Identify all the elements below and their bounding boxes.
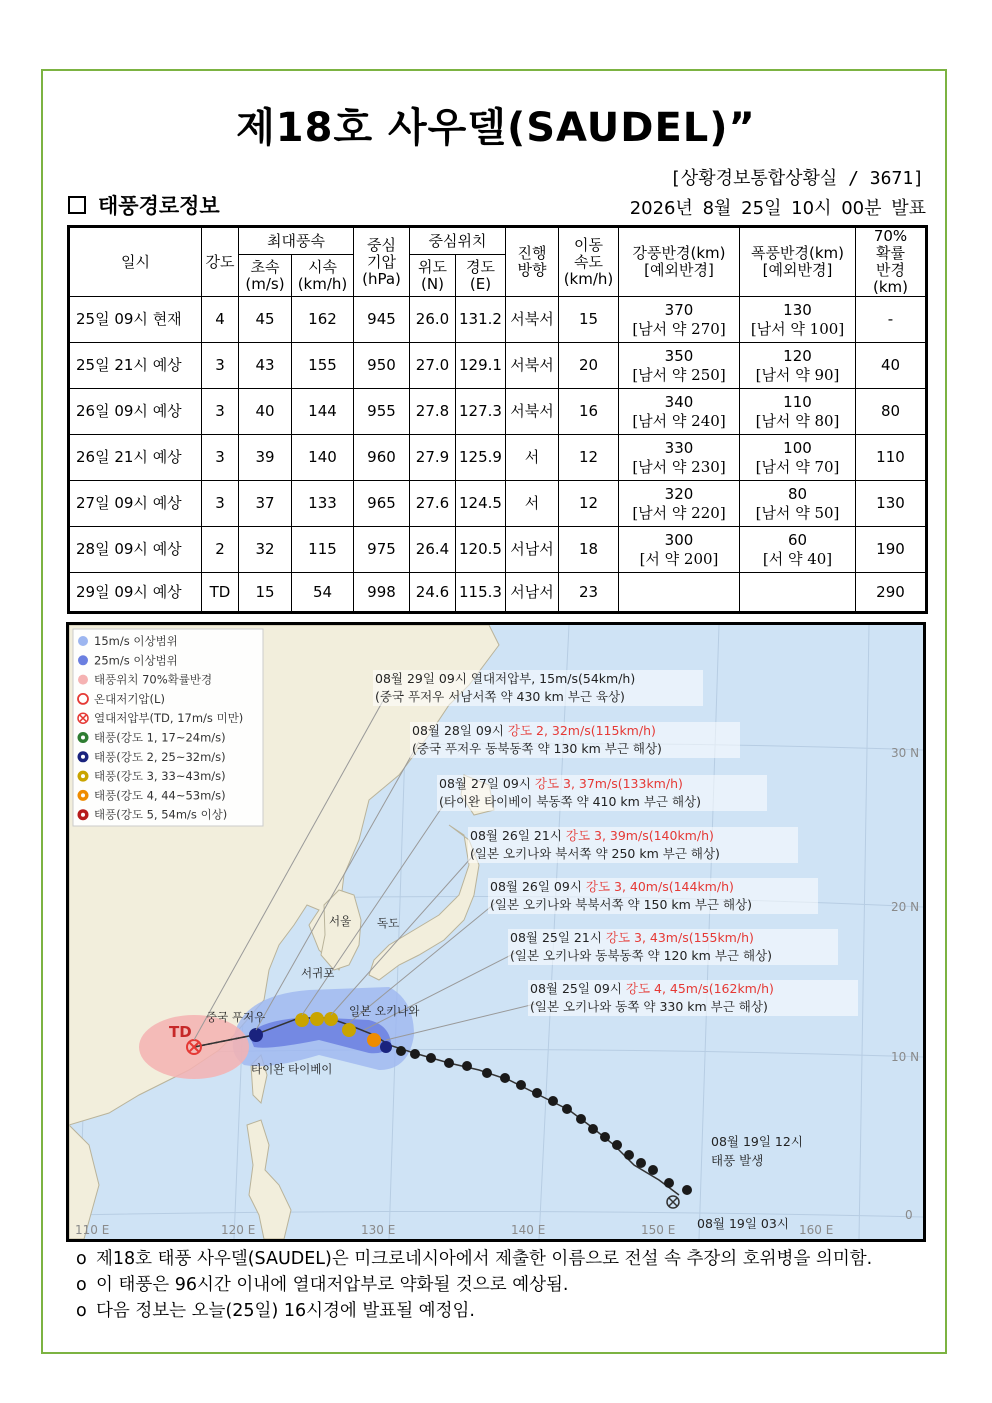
legend-label: 태풍(강도 2, 25~32m/s) xyxy=(94,749,226,764)
cell-direction: 서남서 xyxy=(506,573,559,613)
cell-direction: 서 xyxy=(506,435,559,481)
cell-pressure: 945 xyxy=(354,297,410,343)
track-annotation xyxy=(468,827,798,863)
header-datetime: 일시 xyxy=(69,227,202,297)
cell-probability: 40 xyxy=(856,343,927,389)
cell-storm-radius: 60 [서 약 40] xyxy=(740,527,856,573)
cell-strong-radius: 320 [남서 약 220] xyxy=(619,481,740,527)
cell-datetime: 29일 09시 예상 xyxy=(69,573,202,613)
cell-intensity: 3 xyxy=(202,389,239,435)
cell-speed: 16 xyxy=(559,389,619,435)
cell-probability: 290 xyxy=(856,573,927,613)
legend-swatch xyxy=(78,636,88,646)
cell-lat: 27.6 xyxy=(410,481,456,527)
cell-wind-ms: 39 xyxy=(239,435,292,481)
header-wind-kmh: 시속 (km/h) xyxy=(292,255,354,297)
header-direction: 진행 방향 xyxy=(506,227,559,297)
header-wind-ms: 초속 (m/s) xyxy=(239,255,292,297)
cell-wind-kmh: 155 xyxy=(292,343,354,389)
cell-lat: 27.8 xyxy=(410,389,456,435)
svg-text:30 N: 30 N xyxy=(891,746,920,760)
cell-lat: 26.4 xyxy=(410,527,456,573)
cell-datetime: 26일 09시 예상 xyxy=(69,389,202,435)
header-strong-radius: 강풍반경(km) [예외반경] xyxy=(619,227,740,297)
table-row xyxy=(69,389,927,435)
cell-probability: 80 xyxy=(856,389,927,435)
cell-wind-ms: 43 xyxy=(239,343,292,389)
svg-text:08월 25일 21시 강도 3, 43m/s(155km/: 08월 25일 21시 강도 3, 43m/s(155km/h) xyxy=(510,930,754,945)
td-label: TD xyxy=(169,1023,192,1041)
legend-item xyxy=(78,711,243,725)
cell-lon: 125.9 xyxy=(456,435,506,481)
cell-wind-kmh: 162 xyxy=(292,297,354,343)
cell-lon: 115.3 xyxy=(456,573,506,613)
legend-label: 태풍(강도 4, 44~53m/s) xyxy=(94,788,226,803)
svg-text:120 E: 120 E xyxy=(221,1223,256,1237)
cell-storm-radius: 110 [남서 약 80] xyxy=(740,389,856,435)
svg-text:(중국 푸저우 서남서쪽 약 430 km 부근 육상): (중국 푸저우 서남서쪽 약 430 km 부근 육상) xyxy=(375,689,625,704)
table-row xyxy=(69,435,927,481)
genesis-line1: 08월 19일 12시 xyxy=(711,1134,803,1149)
header-max-wind: 최대풍속 xyxy=(239,227,354,255)
cell-wind-ms: 32 xyxy=(239,527,292,573)
legend-item xyxy=(78,731,226,745)
cell-wind-kmh: 115 xyxy=(292,527,354,573)
svg-text:08월 28일 09시 강도 2, 32m/s(115km/: 08월 28일 09시 강도 2, 32m/s(115km/h) xyxy=(412,723,656,738)
cell-storm-radius: 100 [남서 약 70] xyxy=(740,435,856,481)
note-item: o 다음 정보는 오늘(25일) 16시경에 발표될 예정임. xyxy=(76,1301,475,1321)
section-title: 태풍경로정보 xyxy=(98,194,220,218)
legend-swatch xyxy=(78,675,88,685)
track-annotation xyxy=(373,670,703,706)
legend-label: 열대저압부(TD, 17m/s 미만) xyxy=(94,711,244,726)
svg-text:150 E: 150 E xyxy=(641,1223,676,1237)
cell-datetime: 26일 21시 예상 xyxy=(69,435,202,481)
header-probability-radius: 70% 확률 반경 (km) xyxy=(856,227,927,297)
cell-wind-ms: 15 xyxy=(239,573,292,613)
typhoon-track-table xyxy=(67,225,928,614)
cell-intensity: 3 xyxy=(202,435,239,481)
checkbox-icon xyxy=(68,196,86,214)
cell-probability: 130 xyxy=(856,481,927,527)
track-annotation xyxy=(488,878,818,914)
cell-strong-radius: 340 [남서 약 240] xyxy=(619,389,740,435)
cell-intensity: 4 xyxy=(202,297,239,343)
cell-intensity: 2 xyxy=(202,527,239,573)
svg-text:110 E: 110 E xyxy=(75,1223,110,1237)
cell-lat: 24.6 xyxy=(410,573,456,613)
svg-text:10 N: 10 N xyxy=(891,1050,920,1064)
svg-text:(일본 오키나와 북서쪽 약 250 km 부근 해상): (일본 오키나와 북서쪽 약 250 km 부근 해상) xyxy=(470,846,720,861)
genesis-line2: 태풍 발생 xyxy=(711,1153,764,1168)
place-fuzhou: 중국 푸저우 xyxy=(206,1010,266,1024)
svg-text:160 E: 160 E xyxy=(799,1223,834,1237)
track-annotation xyxy=(410,722,740,758)
track-annotation xyxy=(437,775,767,811)
cell-pressure: 975 xyxy=(354,527,410,573)
cell-direction: 서북서 xyxy=(506,343,559,389)
cell-strong-radius xyxy=(619,573,740,613)
cell-direction: 서북서 xyxy=(506,389,559,435)
table-row xyxy=(69,297,927,343)
track-annotation xyxy=(528,980,858,1016)
cell-intensity: TD xyxy=(202,573,239,613)
cell-lon: 124.5 xyxy=(456,481,506,527)
cell-lon: 120.5 xyxy=(456,527,506,573)
cell-pressure: 955 xyxy=(354,389,410,435)
place-taipei: 타이완 타이베이 xyxy=(251,1062,333,1076)
legend-item xyxy=(78,750,226,764)
svg-text:08월 26일 21시 강도 3, 39m/s(140km/: 08월 26일 21시 강도 3, 39m/s(140km/h) xyxy=(470,828,714,843)
table-row xyxy=(69,573,927,613)
place-seogwipo: 서귀포 xyxy=(301,966,335,980)
header-pressure: 중심 기압 (hPa) xyxy=(354,227,410,297)
cell-datetime: 25일 21시 예상 xyxy=(69,343,202,389)
legend-item xyxy=(78,808,228,822)
cell-speed: 20 xyxy=(559,343,619,389)
legend-swatch xyxy=(78,655,88,665)
typhoon-track-map xyxy=(66,622,926,1242)
legend-item xyxy=(78,769,226,783)
header-lon: 경도 (E) xyxy=(456,255,506,297)
origin-label: 08월 19일 03시 xyxy=(697,1216,789,1231)
svg-text:(일본 오키나와 북북서쪽 약 150 km 부근 해상): (일본 오키나와 북북서쪽 약 150 km 부근 해상) xyxy=(490,897,752,912)
legend-label: 태풍(강도 5, 54m/s 이상) xyxy=(94,807,228,822)
cell-pressure: 950 xyxy=(354,343,410,389)
cell-speed: 18 xyxy=(559,527,619,573)
cell-pressure: 960 xyxy=(354,435,410,481)
header-position: 중심위치 xyxy=(410,227,506,255)
cell-direction: 서남서 xyxy=(506,527,559,573)
legend-label: 태풍(강도 1, 17~24m/s) xyxy=(94,730,226,745)
table-row xyxy=(69,481,927,527)
cell-datetime: 28일 09시 예상 xyxy=(69,527,202,573)
cell-lat: 27.0 xyxy=(410,343,456,389)
cell-wind-kmh: 133 xyxy=(292,481,354,527)
section-heading xyxy=(68,190,220,220)
cell-datetime: 27일 09시 예상 xyxy=(69,481,202,527)
issue-time: 2026년 8월 25일 10시 00분 발표 xyxy=(629,198,926,219)
cell-pressure: 965 xyxy=(354,481,410,527)
notes xyxy=(76,1246,872,1324)
legend-item xyxy=(78,788,226,802)
cell-direction: 서북서 xyxy=(506,297,559,343)
cell-speed: 12 xyxy=(559,481,619,527)
cell-strong-radius: 370 [남서 약 270] xyxy=(619,297,740,343)
legend-item xyxy=(78,673,212,687)
header-storm-radius: 폭풍반경(km) [예외반경] xyxy=(740,227,856,297)
cell-lon: 131.2 xyxy=(456,297,506,343)
svg-text:(타이완 타이베이 북동쪽 약 410 km 부근 해상): (타이완 타이베이 북동쪽 약 410 km 부근 해상) xyxy=(439,794,701,809)
header-lat: 위도 (N) xyxy=(410,255,456,297)
legend-label: 25m/s 이상범위 xyxy=(94,653,178,668)
svg-text:08월 29일 09시 열대저압부, 15m/s(54km/: 08월 29일 09시 열대저압부, 15m/s(54km/h) xyxy=(375,671,636,686)
map-legend xyxy=(73,629,263,826)
svg-text:(중국 푸저우 동북동쪽 약 130 km 부근 해상): (중국 푸저우 동북동쪽 약 130 km 부근 해상) xyxy=(412,741,662,756)
svg-text:20 N: 20 N xyxy=(891,900,920,914)
cell-probability: 190 xyxy=(856,527,927,573)
legend-label: 온대저기압(L) xyxy=(94,691,165,706)
table-row xyxy=(69,343,927,389)
cell-direction: 서 xyxy=(506,481,559,527)
cell-lat: 27.9 xyxy=(410,435,456,481)
cell-speed: 12 xyxy=(559,435,619,481)
svg-text:130 E: 130 E xyxy=(361,1223,396,1237)
cell-speed: 15 xyxy=(559,297,619,343)
legend-label: 15m/s 이상범위 xyxy=(94,634,178,648)
svg-text:08월 27일 09시 강도 3, 37m/s(133km/: 08월 27일 09시 강도 3, 37m/s(133km/h) xyxy=(439,776,683,791)
place-okinawa: 일본 오키나와 xyxy=(349,1004,420,1018)
cell-storm-radius: 80 [남서 약 50] xyxy=(740,481,856,527)
cell-wind-kmh: 54 xyxy=(292,573,354,613)
svg-text:(일본 오키나와 동쪽 약 330 km 부근 해상): (일본 오키나와 동쪽 약 330 km 부근 해상) xyxy=(530,999,768,1014)
cell-probability: 110 xyxy=(856,435,927,481)
cell-probability: - xyxy=(856,297,927,343)
note-item: o 제18호 태풍 사우델(SAUDEL)은 미크로네시아에서 제출한 이름으로 전설 속 추장의 호위병을 의미함. xyxy=(76,1249,873,1269)
page-title: 제18호 사우델(SAUDEL)” xyxy=(236,105,756,151)
note-item: o 이 태풍은 96시간 이내에 열대저압부로 약화될 것으로 예상됨. xyxy=(76,1275,569,1295)
cell-lon: 129.1 xyxy=(456,343,506,389)
cell-strong-radius: 300 [서 약 200] xyxy=(619,527,740,573)
svg-text:(일본 오키나와 동북동쪽 약 120 km 부근 해상): (일본 오키나와 동북동쪽 약 120 km 부근 해상) xyxy=(510,948,772,963)
svg-text:0: 0 xyxy=(905,1208,913,1222)
header-intensity: 강도 xyxy=(202,227,239,297)
map-canvas xyxy=(69,625,923,1239)
cell-pressure: 998 xyxy=(354,573,410,613)
cell-wind-ms: 40 xyxy=(239,389,292,435)
cell-wind-ms: 37 xyxy=(239,481,292,527)
cell-intensity: 3 xyxy=(202,481,239,527)
header-speed: 이동 속도 (km/h) xyxy=(559,227,619,297)
place-dokdo: 독도 xyxy=(377,916,400,930)
svg-text:08월 26일 09시 강도 3, 40m/s(144km/: 08월 26일 09시 강도 3, 40m/s(144km/h) xyxy=(490,879,734,894)
cell-wind-kmh: 144 xyxy=(292,389,354,435)
cell-lon: 127.3 xyxy=(456,389,506,435)
svg-text:140 E: 140 E xyxy=(511,1223,546,1237)
place-seoul: 서울 xyxy=(329,914,352,928)
cell-wind-kmh: 140 xyxy=(292,435,354,481)
cell-datetime: 25일 09시 현재 xyxy=(69,297,202,343)
cell-storm-radius xyxy=(740,573,856,613)
cell-storm-radius: 130 [남서 약 100] xyxy=(740,297,856,343)
legend-label: 태풍위치 70%확률반경 xyxy=(94,672,213,687)
cell-speed: 23 xyxy=(559,573,619,613)
track-annotation xyxy=(508,929,838,965)
cell-lat: 26.0 xyxy=(410,297,456,343)
cell-storm-radius: 120 [남서 약 90] xyxy=(740,343,856,389)
svg-text:08월 25일 09시 강도 4, 45m/s(162km/: 08월 25일 09시 강도 4, 45m/s(162km/h) xyxy=(530,981,774,996)
cell-intensity: 3 xyxy=(202,343,239,389)
cell-wind-ms: 45 xyxy=(239,297,292,343)
legend-label: 태풍(강도 3, 33~43m/s) xyxy=(94,769,226,784)
office-label: [상황경보통합상황실 / 3671] xyxy=(669,168,924,189)
cell-strong-radius: 350 [남서 약 250] xyxy=(619,343,740,389)
cell-strong-radius: 330 [남서 약 230] xyxy=(619,435,740,481)
table-row xyxy=(69,527,927,573)
